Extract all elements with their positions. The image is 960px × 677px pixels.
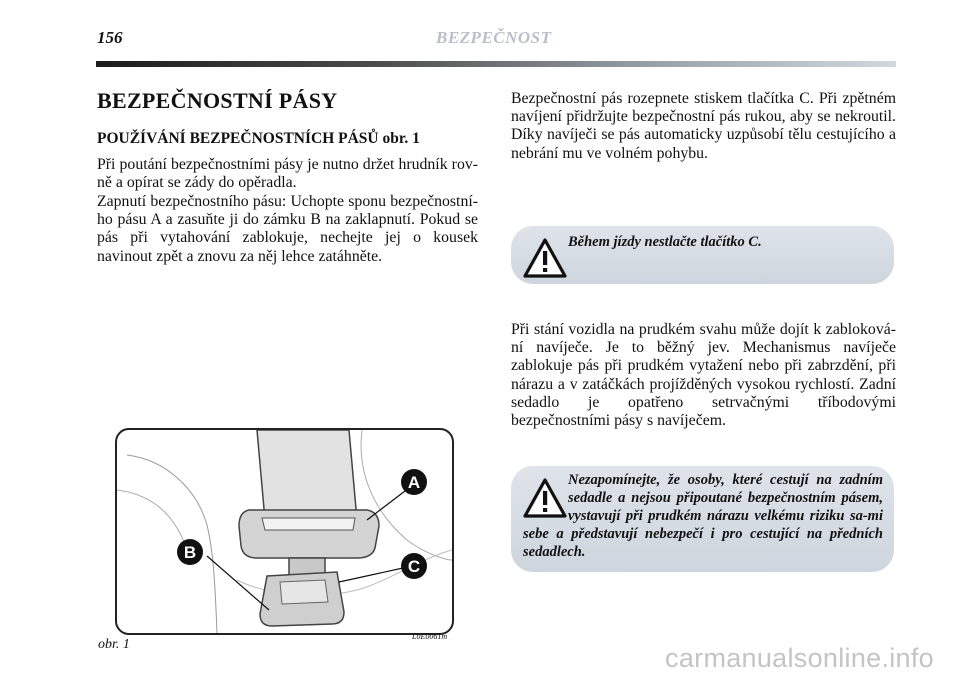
body-paragraph-posture: Při poutání bezpečnostními pásy je nutno držet hrudník rov-ně a opírat se zády do opěradla. (97, 156, 478, 192)
body-paragraph-retractor: Při stání vozidla na prudkém svahu může dojít k zabloková-ní navíječe. Je to běžný jev. Mechanismus navíječe zablokuje pás při prudkém vytažení nebo při zabrzdění, při nárazu a v zatáčkách projížděných vysokou rychlostí. Zadní sedadlo je opatřeno setrvačnými tříbodovými bezpečnostními pásy s navíječem. (511, 321, 896, 430)
label-b: B (183, 543, 197, 562)
figure-caption: obr. 1 (98, 637, 130, 652)
figure-seat-belt-buckle (115, 428, 454, 635)
label-a: A (407, 473, 421, 492)
warning-text: Nezapomínejte, že osoby, které cestují na zadním sedadle a nejsou připoutané bezpečnostním pásem, vystavují při prudkém nárazu velkému riziku sa-mi sebe a představují nebezpečí i pro cestující na předních sedadlech. (523, 472, 883, 560)
section-title: BEZPEČNOSTNÍ PÁSY (97, 88, 338, 113)
warning-text: Během jízdy nestlačte tlačítko C. (568, 234, 762, 250)
figure-code: L0E0061m (412, 632, 448, 641)
page-number: 156 (97, 28, 123, 47)
warning-box-button (511, 226, 894, 284)
seat-belt-illustration (117, 430, 452, 633)
subsection-title: POUŽÍVÁNÍ BEZPEČNOSTNÍCH PÁSŮ obr. 1 (97, 130, 420, 147)
warning-triangle-icon (523, 238, 567, 278)
warning-box-rear-seat (511, 466, 894, 572)
watermark: carmanualsonline.info (665, 643, 934, 673)
section-header: BEZPEČNOST (436, 28, 552, 47)
label-c: C (407, 557, 421, 576)
body-paragraph-fastening: Zapnutí bezpečnostního pásu: Uchopte sponu bezpečnostní-ho pásu A a zasuňte ji do zámku B na zaklapnutí. Pokud se pás při vytahování zablokuje, nechejte jej o kousek navinout zpět a znovu za něj lehce zatáhněte. (97, 193, 478, 265)
header-rule (96, 61, 896, 67)
body-paragraph-release: Bezpečnostní pás rozepnete stiskem tlačítka C. Při zpětném navíjení přidržujte bezpečnostní pás rukou, aby se nekroutil. Díky navíječi se pás automaticky uzpůsobí tělu cestujícího a nebrání mu ve volném pohybu. (511, 90, 896, 162)
